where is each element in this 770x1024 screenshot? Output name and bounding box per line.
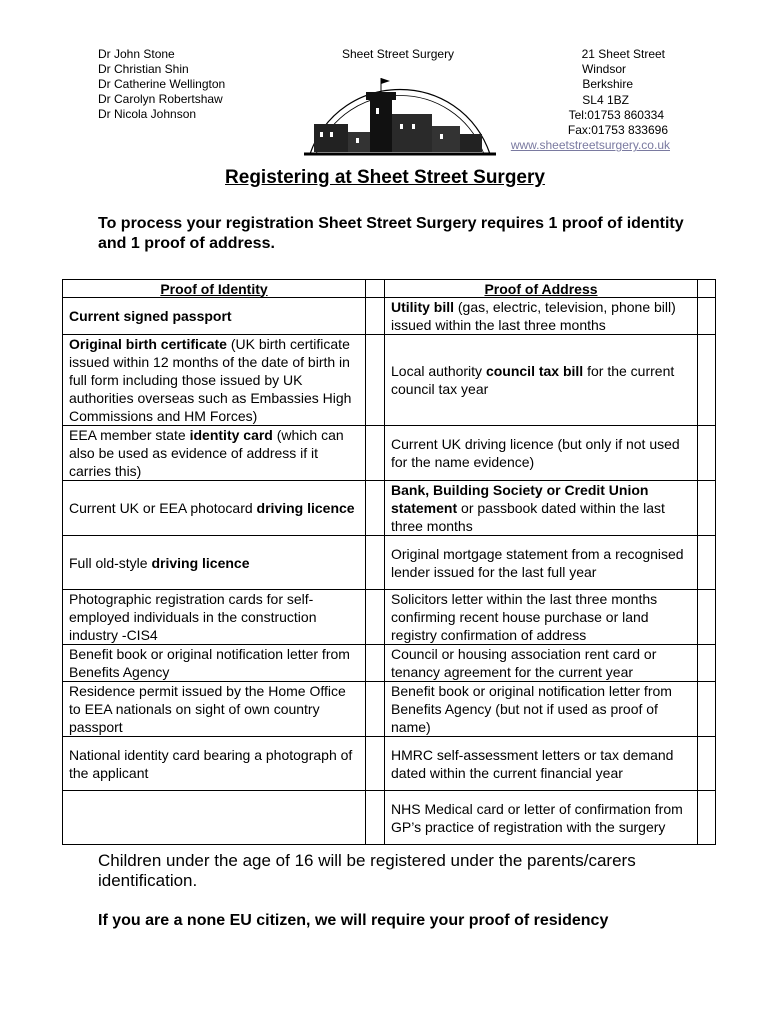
address-checkbox[interactable] <box>698 298 716 335</box>
address-checkbox[interactable] <box>698 536 716 590</box>
doctor-name: Dr Nicola Johnson <box>98 107 197 121</box>
address-checkbox[interactable] <box>698 590 716 645</box>
residency-note: If you are a none EU citizen, we will require your proof of residency <box>98 912 609 929</box>
address-proof-cell <box>385 481 698 536</box>
table-row <box>63 536 716 590</box>
cell-text: Residence permit issued by the Home Office to EEA nationals on sight of own country passport <box>69 683 346 735</box>
address-checkbox[interactable] <box>698 737 716 791</box>
children-note: Children under the age of 16 will be registered under the parents/carers identification. <box>98 851 636 890</box>
address-checkbox[interactable] <box>698 645 716 682</box>
address-proof-cell <box>385 737 698 791</box>
cell-text: HMRC self-assessment letters or tax demand dated within the current financial year <box>391 746 674 781</box>
identity-proof-cell <box>63 590 366 645</box>
cell-text: Benefit book or original notification letter from Benefits Agency <box>69 646 350 680</box>
doctor-name: Dr John Stone <box>98 47 175 61</box>
identity-checkbox[interactable] <box>366 645 385 682</box>
address-proof-cell <box>385 682 698 737</box>
table-row <box>63 298 716 335</box>
cell-text: or passbook dated within the last three months <box>391 500 665 534</box>
website-link[interactable]: www.sheetstreetsurgery.co.uk <box>510 138 670 153</box>
identity-proof-cell <box>63 481 366 536</box>
identity-checkbox[interactable] <box>366 426 385 481</box>
address-line: 21 Sheet Street <box>581 47 665 61</box>
cell-text: Current UK or EEA photocard <box>69 500 257 516</box>
cell-text: Original mortgage statement from a recognised lender issued for the last full year <box>391 545 684 580</box>
cell-text: driving licence <box>256 500 355 516</box>
identity-checkbox[interactable] <box>366 590 385 645</box>
address-checkbox[interactable] <box>698 682 716 737</box>
address-proof-cell <box>385 590 698 645</box>
identity-checkbox[interactable] <box>366 335 385 426</box>
table-row <box>63 682 716 737</box>
address-proof-cell <box>385 426 698 481</box>
cell-text: Original birth certificate <box>69 336 227 352</box>
cell-text: Bank, Building Society or Credit Union statement <box>391 482 649 516</box>
identity-proof-cell <box>63 335 366 426</box>
identity-checkbox-header <box>366 280 385 298</box>
telephone: Tel:01753 860334 <box>568 107 664 122</box>
proof-table <box>62 279 716 845</box>
address-proof-cell <box>385 536 698 590</box>
table-row <box>63 335 716 426</box>
cell-text: (which can also be used as evidence of address if it carries this) <box>69 427 344 479</box>
doctor-name: Dr Catherine Wellington <box>98 77 226 91</box>
cell-text: Local authority <box>391 363 486 379</box>
cell-text: (UK birth certificate issued within 12 months of the date of birth in full form including those issued by UK authorities overseas such as Embassies High Commissions and HM Forces) <box>69 336 352 424</box>
cell-text: driving licence <box>151 554 250 571</box>
address-line: SL4 1BZ <box>582 92 629 107</box>
address-proof-cell <box>385 645 698 682</box>
identity-proof-cell <box>63 298 366 335</box>
identity-proof-cell <box>63 645 366 682</box>
identity-column-header: Proof of Identity <box>63 280 366 298</box>
cell-text: Council or housing association rent card or tenancy agreement for the current year <box>391 646 657 680</box>
cell-text: Benefit book or original notification letter from Benefits Agency (but not if used as proof of name) <box>391 683 672 735</box>
fax: Fax:01753 833696 <box>567 123 668 138</box>
identity-checkbox[interactable] <box>366 737 385 791</box>
cell-text: council tax bill <box>485 363 584 379</box>
identity-checkbox[interactable] <box>366 536 385 590</box>
doctor-name: Dr Carolyn Robertshaw <box>98 92 223 106</box>
cell-text: National identity card bearing a photograph of the applicant <box>69 746 353 781</box>
address-column-header: Proof of Address <box>385 280 698 298</box>
cell-text: Current UK driving licence (but only if not used for the name evidence) <box>391 436 680 470</box>
address-checkbox[interactable] <box>698 791 716 845</box>
identity-proof-cell <box>63 791 366 845</box>
doctor-name: Dr Christian Shin <box>98 62 189 76</box>
table-row <box>63 791 716 845</box>
identity-proof-cell <box>63 737 366 791</box>
identity-checkbox[interactable] <box>366 682 385 737</box>
cell-text: Current signed passport <box>69 308 232 324</box>
address-line: Windsor <box>581 62 626 77</box>
table-row <box>63 737 716 791</box>
doctors-list <box>98 47 225 122</box>
practice-name: Sheet Street Surgery <box>342 47 455 61</box>
cell-text: for the current council tax year <box>391 363 675 397</box>
address-proof-cell <box>385 791 698 845</box>
identity-checkbox[interactable] <box>366 298 385 335</box>
table-row <box>63 645 716 682</box>
address-proof-cell <box>385 298 698 335</box>
table-header-row <box>63 280 716 298</box>
cell-text: Full old-style <box>69 554 152 571</box>
address-checkbox[interactable] <box>698 426 716 481</box>
address-line: Berkshire <box>582 77 633 92</box>
cell-text: Solicitors letter within the last three months confirming recent house purchase or land registry confirmation of address <box>391 591 658 643</box>
intro-text: To process your registration Sheet Street Surgery requires 1 proof of identity and 1 proof of address. <box>98 215 684 252</box>
cell-text: identity card <box>189 427 273 443</box>
identity-checkbox[interactable] <box>366 791 385 845</box>
cell-text: EEA member state <box>69 427 190 443</box>
cell-text: Utility bill <box>391 299 454 315</box>
address-checkbox[interactable] <box>698 335 716 426</box>
table-row <box>63 590 716 645</box>
address-proof-cell <box>385 335 698 426</box>
address-checkbox-header <box>698 280 716 298</box>
castle-logo-icon <box>300 62 500 158</box>
cell-text: (gas, electric, television, phone bill) issued within the last three months <box>391 299 676 333</box>
table-row <box>63 426 716 481</box>
identity-proof-cell <box>63 536 366 590</box>
page-title: Registering at Sheet Street Surgery <box>225 167 545 188</box>
cell-text: NHS Medical card or letter of confirmation from GP’s practice of registration with the surgery <box>391 800 683 835</box>
practice-address <box>500 47 670 153</box>
identity-checkbox[interactable] <box>366 481 385 536</box>
identity-proof-cell <box>63 682 366 737</box>
identity-proof-cell <box>63 426 366 481</box>
address-checkbox[interactable] <box>698 481 716 536</box>
table-row <box>63 481 716 536</box>
cell-text: Photographic registration cards for self-employed individuals in the construction industry -CIS4 <box>69 591 317 643</box>
